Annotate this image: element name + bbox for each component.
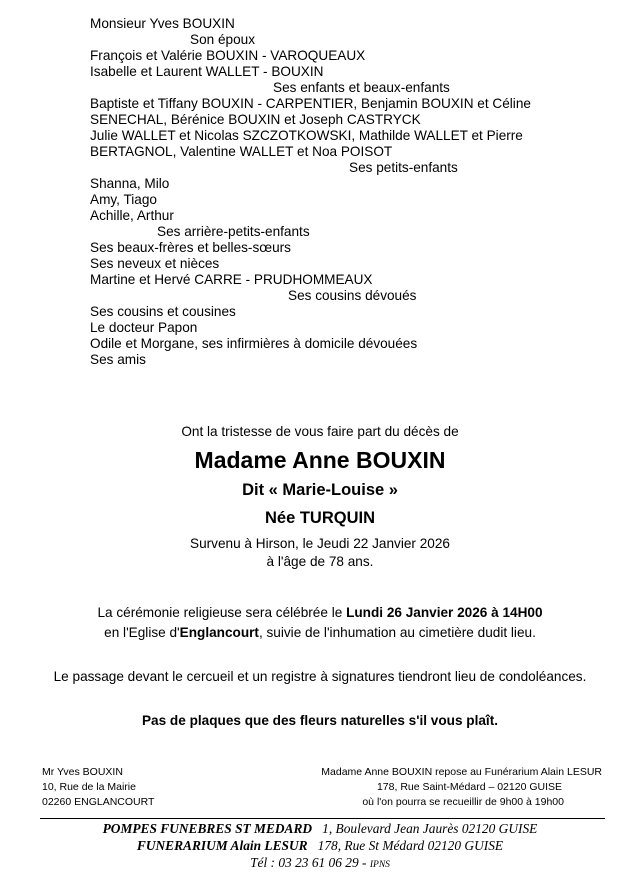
family-line: Achille, Arthur	[90, 208, 174, 223]
ceremony-text: La cérémonie religieuse sera célébrée le	[97, 605, 347, 620]
ceremony-line-1	[0, 605, 640, 621]
relation-label: Ses enfants et beaux-enfants	[273, 80, 450, 95]
family-line: SENECHAL, Bérénice BOUXIN et Joseph CASTRYCK	[90, 112, 421, 127]
ceremony-text: , suivie de l'inhumation au cimetière dudit lieu.	[258, 625, 536, 640]
condolences-note: Le passage devant le cercueil et un registre à signatures tiendront lieu de condoléances.	[53, 669, 587, 684]
family-line: Julie WALLET et Nicolas SZCZOTKOWSKI, Mathilde WALLET et Pierre	[90, 128, 523, 143]
family-line: Martine et Hervé CARRE - PRUDHOMMEAUX	[90, 272, 373, 287]
deceased-name: Madame Anne BOUXIN	[194, 447, 446, 473]
contact-line: 178, Rue Saint-Médard – 02120 GUISE	[376, 781, 562, 793]
funerarium-name: FUNERARIUM Alain LESUR	[136, 838, 308, 853]
family-line: Le docteur Papon	[90, 320, 198, 335]
age-at-death: à l'âge de 78 ans.	[266, 554, 374, 569]
announcement-intro: Ont la tristesse de vous faire part du décès de	[181, 424, 459, 439]
contact-line: 02260 ENGLANCOURT	[42, 796, 155, 808]
deceased-alias: Dit « Marie-Louise »	[242, 481, 398, 499]
ceremony-place: Englancourt	[179, 625, 259, 640]
relation-label: Ses cousins dévoués	[288, 288, 417, 303]
relation-label: Ses petits-enfants	[349, 160, 458, 175]
relation-label: Son époux	[190, 32, 256, 47]
family-line: Amy, Tiago	[90, 192, 157, 207]
family-line: Odile et Morgane, ses infirmières à domicile dévouées	[90, 336, 418, 351]
family-line: Monsieur Yves BOUXIN	[90, 16, 235, 31]
contact-line: où l'on pourra se recueillir de 9h00 à 19h00	[362, 796, 564, 808]
family-line: Ses beaux-frères et belles-sœurs	[90, 240, 291, 255]
phone-number: Tél : 03 23 61 06 29 -	[250, 855, 367, 870]
ceremony-line-2	[0, 625, 640, 641]
contact-line: Mr Yves BOUXIN	[42, 766, 123, 778]
funerarium-address: 178, Rue St Médard 02120 GUISE	[317, 838, 504, 853]
family-line: Isabelle et Laurent WALLET - BOUXIN	[90, 64, 324, 79]
death-place-date: Survenu à Hirson, le Jeudi 22 Janvier 2026	[190, 536, 450, 551]
footer-line-3	[0, 853, 640, 875]
family-line: Baptiste et Tiffany BOUXIN - CARPENTIER, Benjamin BOUXIN et Céline	[90, 96, 531, 111]
ceremony-text: en l'Eglise d'	[104, 625, 180, 640]
family-line: Ses neveux et nièces	[90, 256, 220, 271]
birth-name: Née TURQUIN	[264, 509, 375, 527]
family-line: Ses amis	[90, 352, 146, 367]
contact-line: Madame Anne BOUXIN repose au Funérarium Alain LESUR	[321, 766, 602, 778]
ceremony-date: Lundi 26 Janvier 2026 à 14H00	[346, 605, 543, 620]
family-line: Shanna, Milo	[90, 176, 170, 191]
funeral-home-name: POMPES FUNEBRES ST MEDARD	[102, 821, 313, 836]
contact-line: 10, Rue de la Mairie	[42, 781, 136, 793]
ipns-tag: IPNS	[369, 860, 390, 870]
family-line: François et Valérie BOUXIN - VAROQUEAUX	[90, 48, 366, 63]
relation-label: Ses arrière-petits-enfants	[157, 224, 310, 239]
flowers-note: Pas de plaques que des fleurs naturelles s'il vous plaît.	[141, 713, 499, 728]
family-line: BERTAGNOL, Valentine WALLET et Noa POISOT	[90, 144, 393, 159]
funeral-home-address: 1, Boulevard Jean Jaurès 02120 GUISE	[322, 821, 538, 836]
family-line: Ses cousins et cousines	[90, 304, 236, 319]
